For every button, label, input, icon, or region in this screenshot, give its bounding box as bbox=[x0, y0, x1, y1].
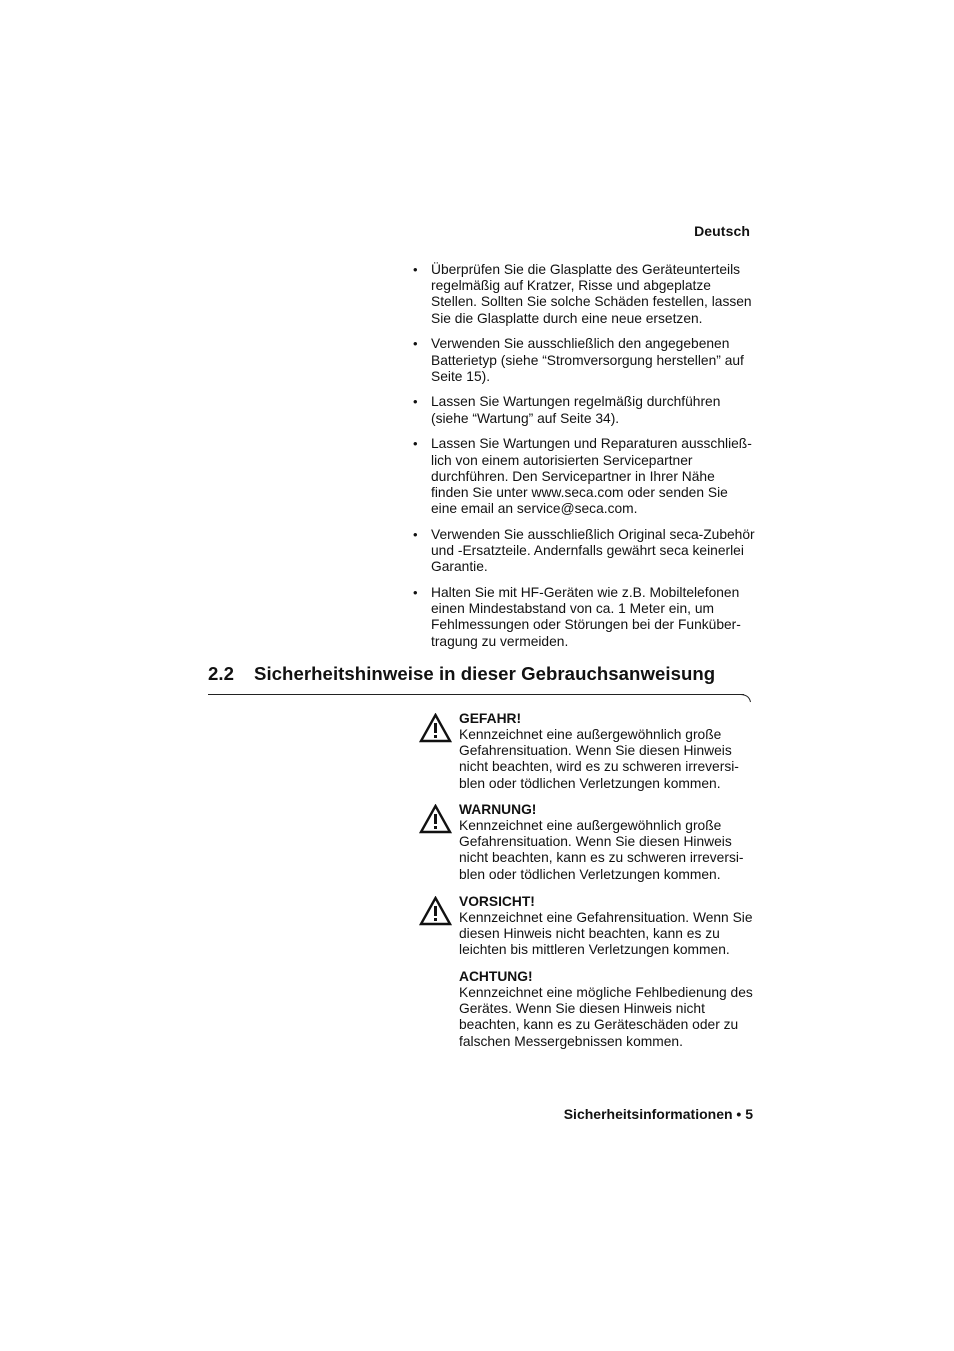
section-divider-corner bbox=[740, 694, 752, 706]
bullet-icon: • bbox=[413, 262, 418, 277]
list-item bbox=[412, 585, 757, 650]
list-item bbox=[412, 262, 757, 327]
section-divider bbox=[208, 694, 744, 695]
safety-bullet-list bbox=[412, 262, 757, 659]
bullet-icon: • bbox=[413, 436, 418, 452]
list-item bbox=[412, 394, 757, 426]
section-number: 2.2 bbox=[208, 663, 234, 684]
header-language: Deutsch bbox=[694, 223, 750, 239]
notice-text: Kennzeichnet eine außergewöhnlich große Gefahrensituation. Wenn Sie diesen Hinweis nicht beachten, wird es zu schweren irreversi- blen oder tödlichen Verletzungen kommen. bbox=[459, 727, 739, 791]
notice-warning bbox=[412, 801, 757, 883]
list-item bbox=[412, 336, 757, 385]
list-item-text: Lassen Sie Wartungen und Reparaturen ausschließ- lich von einem autorisierten Servicepartner durchführen. Den Servicepartner in Ihrer Nähe finden Sie unter www.seca.com oder senden Sie eine email an service@seca.com. bbox=[431, 436, 752, 517]
list-item bbox=[412, 436, 757, 517]
bullet-icon: • bbox=[413, 336, 418, 352]
list-item bbox=[412, 527, 757, 576]
notice-danger bbox=[412, 710, 757, 792]
bullet-icon: • bbox=[413, 584, 418, 600]
notice-title: WARNUNG! bbox=[459, 802, 537, 817]
list-item-text: Überprüfen Sie die Glasplatte des Geräteunterteils regelmäßig auf Kratzer, Risse und abgeplatze Stellen. Sollten Sie solche Schäden festellen, lassen Sie die Glasplatte durch eine neue ersetzen. bbox=[431, 262, 752, 326]
section-heading bbox=[208, 663, 715, 685]
warning-triangle-icon bbox=[419, 804, 452, 834]
section-title: Sicherheitshinweise in dieser Gebrauchsanweisung bbox=[254, 663, 716, 684]
notice-attention bbox=[412, 968, 757, 1050]
notice-caution bbox=[412, 893, 757, 959]
list-item-text: Lassen Sie Wartungen regelmäßig durchführen (siehe “Wartung” auf Seite 34). bbox=[431, 394, 721, 426]
warning-triangle-icon bbox=[419, 896, 452, 926]
notice-text: Kennzeichnet eine außergewöhnlich große Gefahrensituation. Wenn Sie diesen Hinweis nicht beachten, kann es zu schweren irreversi- blen oder tödlichen Verletzungen kommen. bbox=[459, 818, 744, 882]
notice-title: VORSICHT! bbox=[459, 894, 535, 909]
notice-title: GEFAHR! bbox=[459, 711, 522, 726]
page-footer: Sicherheitsinformationen • 5 bbox=[563, 1106, 753, 1122]
notice-text: Kennzeichnet eine mögliche Fehlbedienung des Gerätes. Wenn Sie diesen Hinweis nicht beachten, kann es zu Geräteschäden oder zu falschen Messergebnissen kommen. bbox=[459, 985, 753, 1049]
notice-text: Kennzeichnet eine Gefahrensituation. Wenn Sie diesen Hinweis nicht beachten, kann es zu leichten bis mittleren Verletzungen kommen. bbox=[459, 910, 753, 958]
list-item-text: Verwenden Sie ausschließlich den angegebenen Batterietyp (siehe “Stromversorgung herstellen” auf Seite 15). bbox=[431, 336, 744, 384]
list-item-text: Verwenden Sie ausschließlich Original seca-Zubehör und -Ersatzteile. Andernfalls gewährt seca keinerlei Garantie. bbox=[431, 526, 755, 575]
list-item-text: Halten Sie mit HF-Geräten wie z.B. Mobiltelefonen einen Mindestabstand von ca. 1 Meter ein, um Fehlmessungen oder Störungen bei der Funküber- tragung zu vermeiden. bbox=[431, 584, 741, 649]
notice-title: ACHTUNG! bbox=[459, 969, 533, 984]
warning-triangle-icon bbox=[419, 713, 452, 743]
bullet-icon: • bbox=[413, 394, 418, 410]
bullet-icon: • bbox=[413, 526, 418, 542]
